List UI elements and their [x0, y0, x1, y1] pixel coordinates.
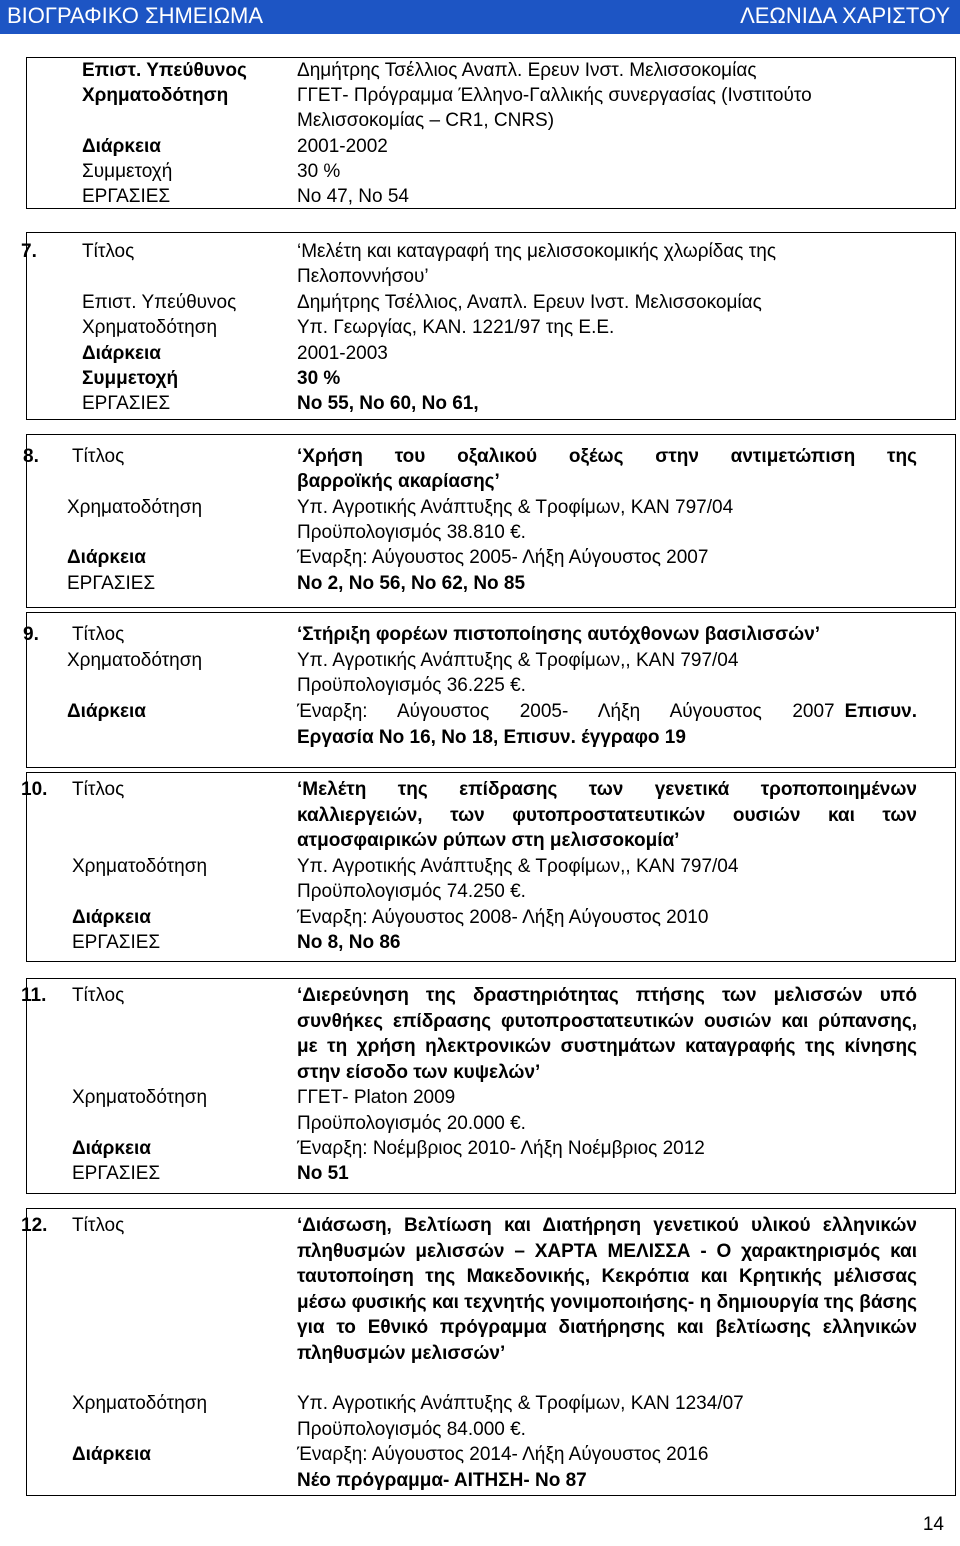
title-label: Τίτλος [72, 446, 125, 467]
project-11 [21, 978, 956, 1194]
fund-label: Χρηματοδότηση [72, 1087, 208, 1108]
project-number: 10. [21, 779, 48, 800]
title-text: ‘Διάσωση, Βελτίωση και Διατήρηση γενετικού υλικού ελληνικών πληθυσμών μελισσών – ΧΑΡΤΑ ΜΕΛΙΣΣΑ - Ο χαρακτηρισμός και ταυτοποίηση της Μακεδονικής, Κεκρόπια και Κρητικής μέλισσας μέσω φυσικής και τεχνητής γονιμοποιήσης- η δημιουργία της βάσης για το Εθνικό πρόγραμμα διατήρησης και βελτίωσης ελληνικών πληθυσμών μελισσών’ [297, 1215, 917, 1364]
fund-value-2: Προϋπολογισμός 84.000 €. [297, 1419, 526, 1440]
dur-value-1: Έναρξη: Αύγουστος 2014- Λήξη Αύγουστος 2016 [297, 1444, 709, 1465]
project-number: 12. [21, 1215, 48, 1236]
project-9 [23, 612, 956, 768]
title-label: Τίτλος [82, 241, 135, 262]
dur-label: Διάρκεια [82, 343, 161, 364]
dur-value-2: Νέο πρόγραμμα- ΑΙΤΗΣΗ- Νο 87 [297, 1470, 587, 1491]
dur-label: Διάρκεια [67, 701, 146, 722]
works-value: Νο 2, Νο 56, Νο 62, Νο 85 [297, 573, 526, 594]
project-10 [21, 772, 956, 962]
works-value: Νο 55, Νο 60, Νο 61, [297, 393, 479, 414]
works-label: ΕΡΓΑΣΙΕΣ [67, 573, 156, 594]
title-label: Τίτλος [72, 779, 125, 800]
dur-value-line-2: Εργασία Νο 16, Νο 18, Επισυν. έγγραφο 19 [297, 727, 686, 748]
fund-value-2: Προϋπολογισμός 20.000 €. [297, 1113, 526, 1134]
title-line-2: βαρροϊκής ακαρίασης’ [297, 471, 500, 492]
works-label: ΕΡΓΑΣΙΕΣ [82, 393, 171, 414]
title-label: Τίτλος [72, 1215, 125, 1236]
title-text: ‘Διερεύνηση της δραστηριότητας πτήσης των μελισσών υπό συνθήκες επίδρασης φυτοπροστατευτικών ουσιών και ρύπανσης, με τη χρήση ηλεκτρονικών συστημάτων καταγραφής της κίνησης στην είσοδο των κυψελών’ [297, 985, 917, 1083]
fund-value-1: ΓΓΕΤ- Platon 2009 [297, 1087, 456, 1108]
resp-value: Δημήτρης Τσέλλιος, Αναπλ. Ερευν Ινστ. Μελισσοκομίας [297, 292, 762, 313]
fund-label: Χρηματοδότηση [67, 497, 203, 518]
dur-value-bold: Επισυν. [844, 701, 917, 722]
dur-value-text: Έναρξη: Αύγουστος 2005- Λήξη Αύγουστος 2007 [297, 701, 835, 722]
project-8 [23, 434, 956, 608]
dur-value: Έναρξη: Αύγουστος 2008- Λήξη Αύγουστος 2010 [297, 907, 709, 928]
fund-label: Χρηματοδότηση [82, 85, 229, 106]
part-value: 30 % [297, 161, 341, 182]
header-right: ΛΕΩΝΙΔΑ ΧΑΡΙΣΤΟΥ [740, 3, 950, 28]
title-line-1-text: ‘Χρήση του οξαλικού οξέως στην αντιμετώπιση της [297, 446, 917, 467]
header-left: ΒΙΟΓΡΑΦΙΚΟ ΣΗΜΕΙΩΜΑ [7, 3, 264, 28]
works-label: ΕΡΓΑΣΙΕΣ [72, 932, 161, 953]
part-value: 30 % [297, 368, 341, 389]
title-line-1: ‘Στήριξη φορέων πιστοποίησης αυτόχθονων βασιλισσών’ [297, 624, 821, 645]
project-number: 11. [21, 985, 47, 1006]
title-label: Τίτλος [72, 985, 125, 1006]
title-line-1: ‘Μελέτη και καταγραφή της μελισσοκομικής χλωρίδας της [297, 241, 776, 262]
title-label: Τίτλος [72, 624, 125, 645]
page-number: 14 [922, 1514, 944, 1535]
dur-value-line-1 [297, 699, 917, 724]
works-label: ΕΡΓΑΣΙΕΣ [72, 1163, 161, 1184]
fund-label: Χρηματοδότηση [67, 650, 203, 671]
fund-value-2: Προϋπολογισμός 36.225 €. [297, 675, 526, 696]
fund-value-2: Μελισσοκομίας – CR1, CNRS) [297, 110, 555, 131]
fund-value-1: Υπ. Αγροτικής Ανάπτυξης & Τροφίμων, ΚΑΝ 797/04 [297, 497, 734, 518]
fund-label: Χρηματοδότηση [72, 856, 208, 877]
works-value: Νο 47, Νο 54 [297, 186, 409, 207]
dur-label: Διάρκεια [72, 1444, 151, 1465]
fund-label: Χρηματοδότηση [82, 317, 218, 338]
project-number: 9. [23, 624, 39, 645]
resp-value: Δημήτρης Τσέλλιος Αναπλ. Ερευν Ινστ. Μελισσοκομίας [297, 60, 757, 81]
project-6 [26, 57, 956, 209]
works-value: Νο 8, Νο 86 [297, 932, 401, 953]
dur-label: Διάρκεια [67, 547, 146, 568]
works-label: ΕΡΓΑΣΙΕΣ [82, 186, 171, 207]
fund-value-1: Υπ. Αγροτικής Ανάπτυξης & Τροφίμων,, ΚΑΝ 797/04 [297, 856, 739, 877]
page-header [0, 0, 960, 34]
fund-value-1: Υπ. Αγροτικής Ανάπτυξης & Τροφίμων, ΚΑΝ 1234/07 [297, 1393, 744, 1414]
dur-value: 2001-2003 [297, 343, 388, 364]
fund-value-1: ΓΓΕΤ- Πρόγραμμα Έλληνο-Γαλλικής συνεργασίας (Ινστιτούτο [297, 85, 812, 106]
dur-value: 2001-2002 [297, 136, 388, 157]
part-label: Συμμετοχή [82, 368, 179, 389]
fund-value-2: Προϋπολογισμός 74.250 €. [297, 881, 526, 902]
project-number: 8. [23, 446, 39, 467]
project-7 [21, 232, 956, 420]
fund-label: Χρηματοδότηση [72, 1393, 208, 1414]
dur-label: Διάρκεια [72, 907, 151, 928]
title-line-1 [297, 444, 917, 469]
project-12 [21, 1208, 956, 1496]
project-number: 7. [21, 241, 37, 262]
fund-value-1: Υπ. Αγροτικής Ανάπτυξης & Τροφίμων,, ΚΑΝ 797/04 [297, 650, 739, 671]
dur-label: Διάρκεια [82, 136, 161, 157]
dur-label: Διάρκεια [72, 1138, 151, 1159]
works-value: Νο 51 [297, 1163, 349, 1184]
resp-label: Επιστ. Υπεύθυνος [82, 60, 247, 81]
part-label: Συμμετοχή [82, 161, 173, 182]
resp-label: Επιστ. Υπεύθυνος [82, 292, 237, 313]
title-line-2: Πελοποννήσου’ [297, 266, 429, 287]
dur-value: Έναρξη: Νοέμβριος 2010- Λήξη Νοέμβριος 2012 [297, 1138, 705, 1159]
fund-value: Υπ. Γεωργίας, ΚΑΝ. 1221/97 της Ε.Ε. [297, 317, 615, 338]
fund-value-2: Προϋπολογισμός 38.810 €. [297, 522, 526, 543]
dur-value: Έναρξη: Αύγουστος 2005- Λήξη Αύγουστος 2007 [297, 547, 709, 568]
title-text: ‘Μελέτη της επίδρασης των γενετικά τροποποιημένων καλλιεργειών, των φυτοπροστατευτικών ουσιών και των ατμοσφαιρικών ρύπων στη μελισσοκομία’ [297, 779, 917, 851]
